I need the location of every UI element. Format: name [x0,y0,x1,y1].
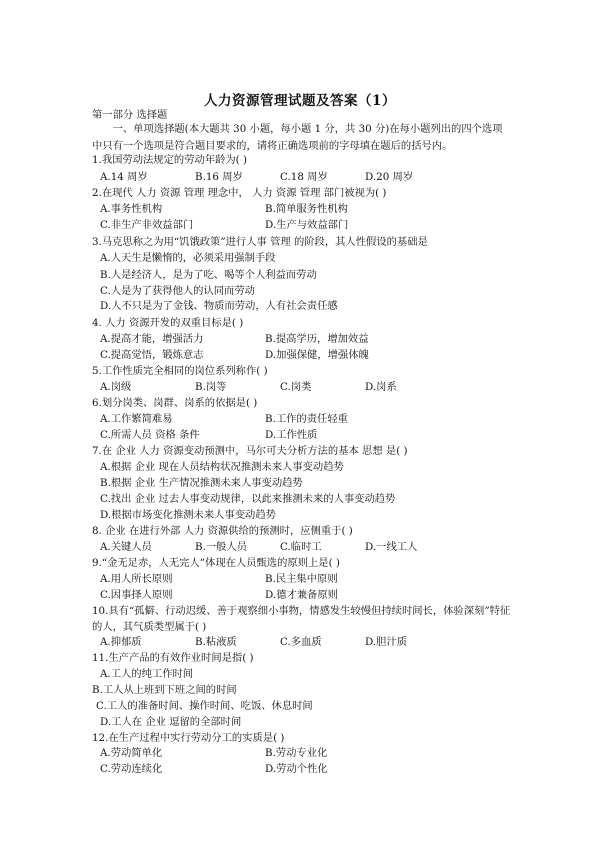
answer-option: C.因事择人原则 [100,589,173,601]
answer-option: D.胆汁质 [365,636,408,648]
answer-option: A.用人所长原则 [100,573,173,585]
answer-option: D.生产与效益部门 [265,219,349,231]
question-stem: 3.马克思称之为用“饥饿政策”进行人事 管理 的阶段，其人性假设的基础是 [92,236,428,248]
answer-option: D.根据市场变化推测未来人事变动趋势 [100,509,276,521]
question-stem: 6.划分岗类、岗群、岗系的依据是( ) [92,397,258,409]
answer-option: C.所需人员 资格 条件 [100,429,200,441]
answer-option: B.16 周岁 [195,171,243,183]
answer-option: B.人是经济人，是为了吃、喝等个人利益而劳动 [100,269,317,281]
answer-option: B.劳动专业化 [265,747,328,759]
answer-option: A.工作繁简难易 [100,413,173,425]
answer-option: C.非生产非效益部门 [100,219,194,231]
answer-option: C.临时工 [280,541,322,553]
answer-option: B.工作的责任轻重 [265,413,348,425]
answer-option: A.工人的纯工作时间 [100,668,194,680]
section-heading: 第一部分 选择题 [92,109,168,121]
answer-option: B.岗等 [195,381,227,393]
answer-option: B.根据 企业 生产情况推测未来人事变动趋势 [100,477,303,489]
answer-option: D.工作性质 [265,429,318,441]
answer-option: B.提高学历，增加效益 [265,333,369,345]
question-stem: 11.生产产品的有效作业时间是指( ) [92,652,254,664]
question-stem: 5.工作性质完全相同的岗位系列称作( ) [92,365,268,377]
question-stem: 8. 企业 在进行外部 人力 资源供给的预测时，应侧重于( ) [92,525,353,537]
answer-option: A.14 周岁 [100,171,148,183]
question-stem: 1.我国劳动法规定的劳动年龄为( ) [92,154,247,166]
answer-option: B.工人从上班到下班之间的时间 [92,684,237,696]
document-title: 人力资源管理试题及答案（1） [204,93,396,109]
question-stem: 12.在生产过程中实行劳动分工的实质是( ) [92,732,285,744]
answer-option: A.提高才能，增强活力 [100,333,204,345]
answer-option: C.找出 企业 过去人事变动规律，以此来推测未来的人事变动趋势 [100,493,396,505]
answer-option: A.人天生是懒惰的，必须采用强制手段 [100,252,276,264]
question-stem: 7.在 企业 人力 资源变动预测中，马尔可夫分析方法的基本 思想 是( ) [92,445,408,457]
question-stem: 2.在现代 人力 资源 管理 理念中， 人力 资源 管理 部门被视为( ) [92,187,387,199]
answer-option: A.关键人员 [100,541,152,553]
answer-option: A.事务性机构 [100,203,163,215]
answer-option: C.提高觉悟，锻炼意志 [100,349,204,361]
answer-option: C.人是为了获得他人的认同而劳动 [100,285,255,297]
answer-option: B.民主集中原则 [265,573,338,585]
question-stem: 4. 人力 资源开发的双重目标是( ) [92,317,244,329]
answer-option: B.简单服务性机构 [265,203,348,215]
question-stem: 10.具有“孤僻、行动迟缓、善于观察细小事物，情感发生较慢但持续时间长，体验深刻”特征的人，其气质类型属于( ) [92,605,511,633]
answer-option: A.根据 企业 现在人员结构状况推测未来人事变动趋势 [100,461,344,473]
answer-option: D.20 周岁 [365,171,414,183]
answer-option: A.岗级 [100,381,132,393]
answer-option: C.多血质 [280,636,322,648]
answer-option: D.岗系 [365,381,397,393]
answer-option: C.18 周岁 [280,171,328,183]
answer-option: D.一线工人 [365,541,418,553]
answer-option: B.粘液质 [195,636,237,648]
instruction-paragraph: 一、单项选择题(本大题共 30 小题，每小题 1 分，共 30 分)在每小题列出的四个选项中只有一个选项是符合题目要求的，请将正确选项前的字母填在题后的括号内。 [92,123,503,152]
answer-option: A.劳动简单化 [100,747,163,759]
answer-option: D.工人在 企业 逗留的全部时间 [100,716,242,728]
answer-option: D.人不只是为了金钱、物质而劳动，人有社会责任感 [100,300,338,312]
answer-option: C.工人的准备时间、操作时间、吃饭、休息时间 [96,700,313,712]
answer-option: C.劳动连续化 [100,763,163,775]
answer-option: D.德才兼备原则 [265,589,338,601]
question-stem: 9.“金无足赤，人无完人”体现在人员甄选的原则上是( ) [92,557,340,569]
answer-option: B.一般人员 [195,541,248,553]
answer-option: D.劳动个性化 [265,763,328,775]
answer-option: C.岗类 [280,381,312,393]
answer-option: A.抑郁质 [100,636,142,648]
answer-option: D.加强保健，增强体魄 [265,349,369,361]
